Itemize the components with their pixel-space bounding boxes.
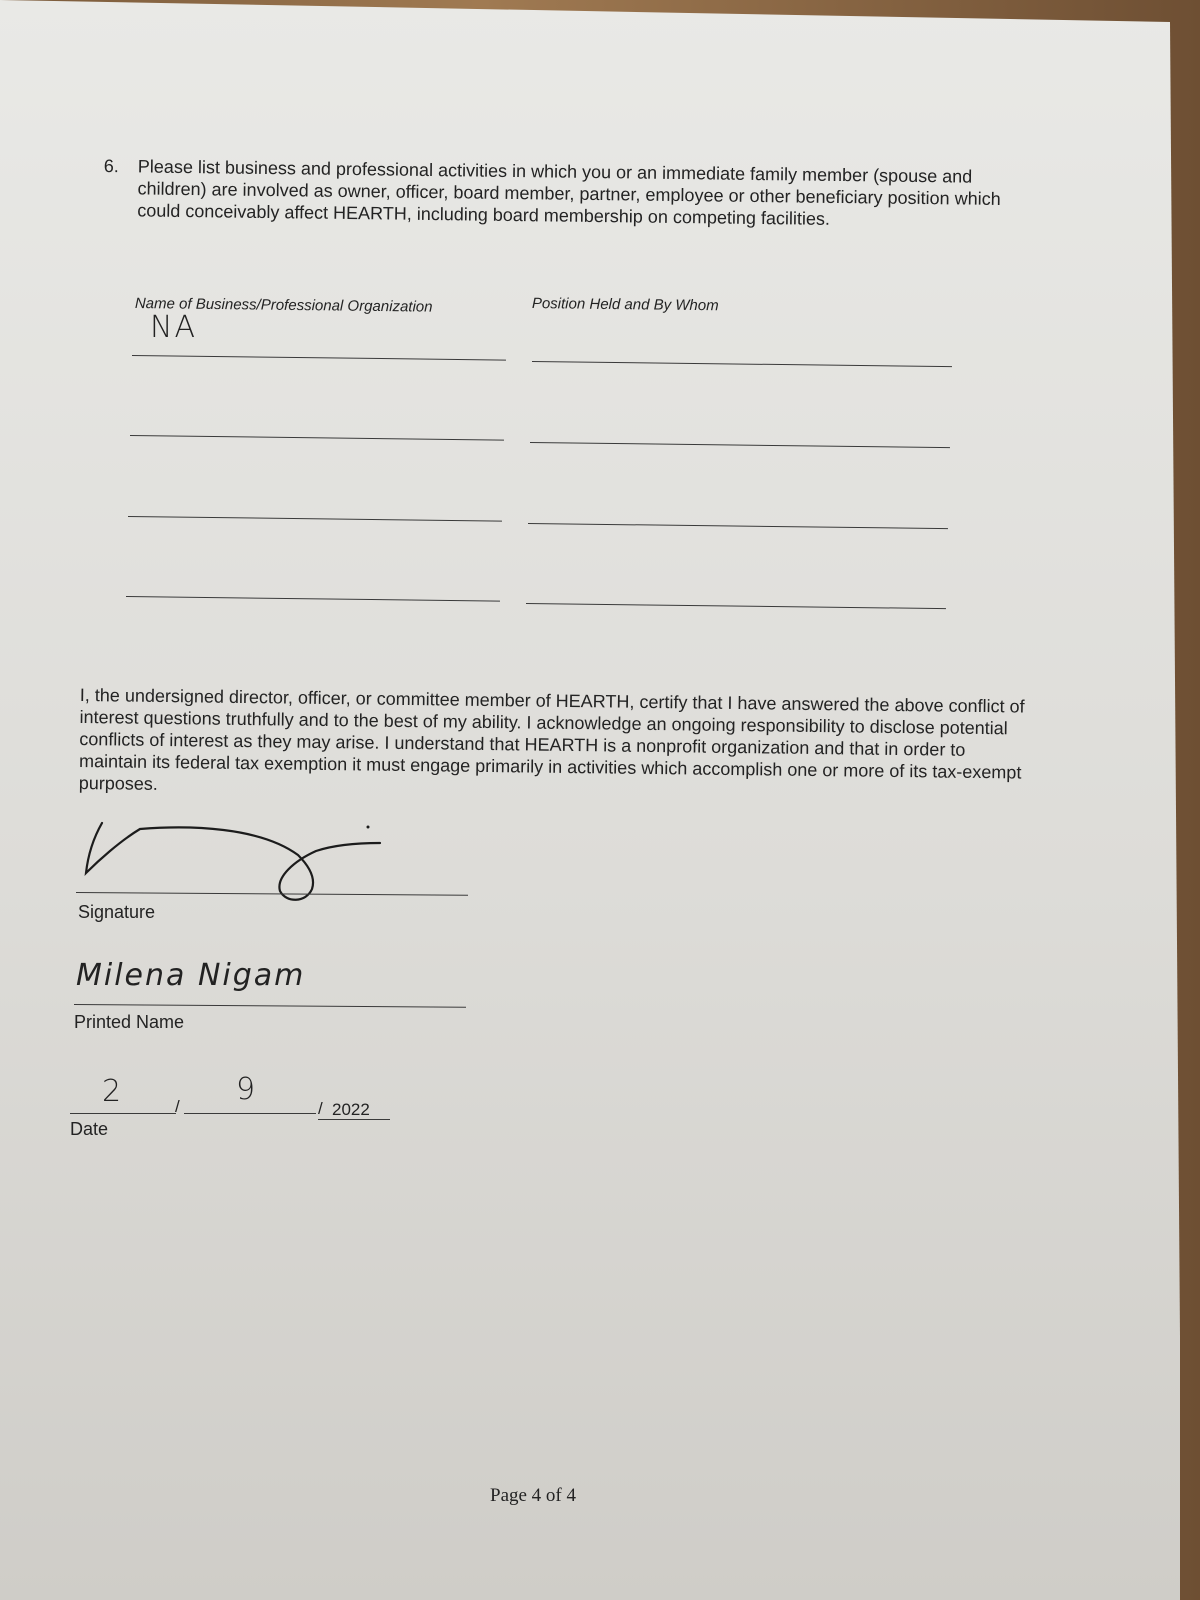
entry-position-line-2 — [530, 442, 950, 448]
date-separator-1: / — [175, 1097, 180, 1116]
entry-position-line-3 — [528, 523, 948, 529]
date-separator-2: / — [318, 1099, 323, 1118]
date-month-line — [70, 1113, 176, 1114]
date-year-line — [318, 1119, 390, 1120]
date-label: Date — [70, 1119, 109, 1139]
signature-label: Signature — [78, 902, 156, 922]
question-text: Please list business and professional activities in which you or an immediate family member (spouse and children) are involved as owner, officer, board member, partner, employee or other beneficiary position which could conceivably affect HEARTH, including board membership on competing facilities. — [137, 156, 1001, 229]
entry-position-line-1 — [532, 361, 952, 367]
printed-name-line — [74, 1004, 466, 1008]
entry-org-1: NA — [150, 310, 197, 345]
entry-org-line-2 — [130, 435, 504, 441]
page-number: Page 4 of 4 — [490, 1485, 577, 1506]
printed-name-label: Printed Name — [74, 1012, 185, 1032]
date-year: 2022 — [332, 1100, 370, 1119]
certification-statement: I, the undersigned director, officer, or committee member of HEARTH, certify that I have answered the above conflict of interest questions truthfully and to the best of my ability. I acknowledge an ongoing responsibility to disclose potential conflicts of interest as they may arise. I understand that HEARTH is a nonprofit organization and that in order to maintain its federal tax exemption it must engage primarily in activities which accomplish one or more of its tax-exempt purposes. — [78, 684, 1025, 794]
date-day-line — [184, 1113, 316, 1114]
column-header-organization: Name of Business/Professional Organization — [134, 295, 433, 316]
date-day: 9 — [236, 1072, 258, 1107]
entry-org-line-4 — [126, 596, 500, 602]
printed-name-value: Milena Nigam — [76, 958, 306, 993]
question-number: 6. — [103, 155, 120, 177]
column-header-position: Position Held and By Whom — [531, 295, 719, 315]
date-month: 2 — [102, 1074, 124, 1109]
question-6 — [103, 155, 1044, 232]
entry-org-line-1 — [132, 355, 506, 361]
entry-position-line-4 — [526, 603, 946, 609]
entry-org-line-3 — [128, 516, 502, 522]
